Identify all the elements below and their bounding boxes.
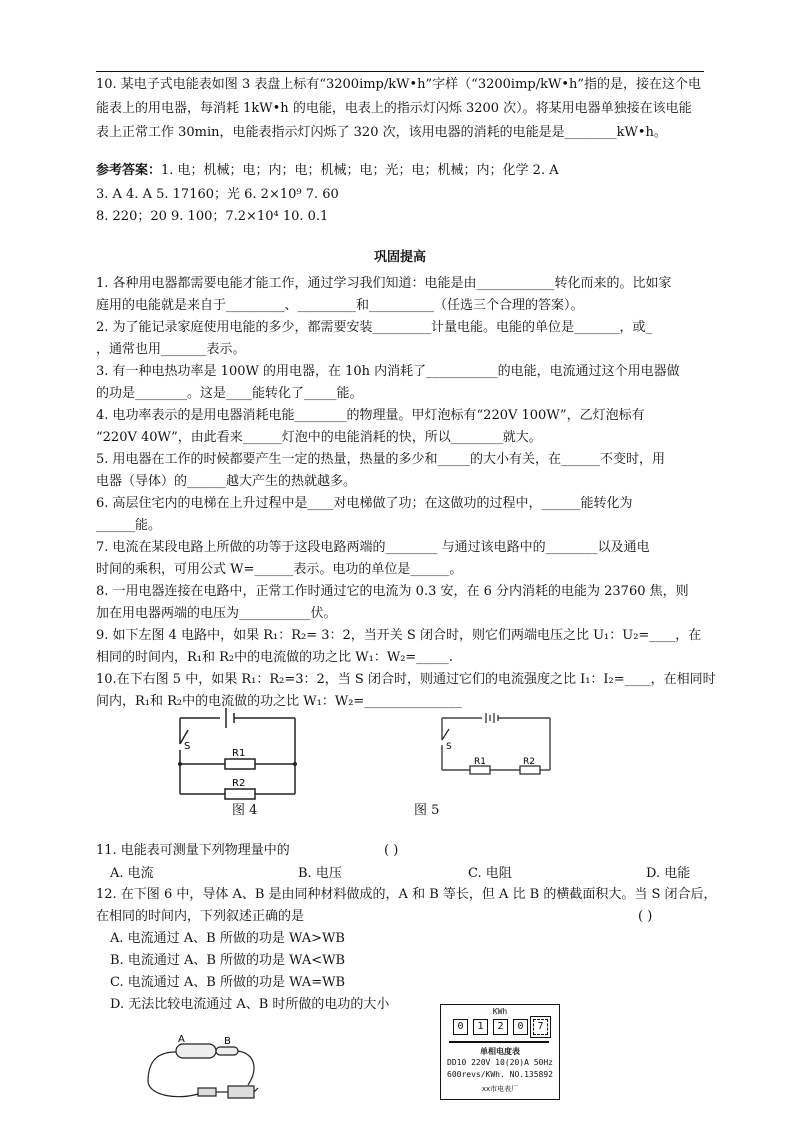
meter-unit: KWh: [492, 1007, 508, 1016]
q12-option-d: D. 无法比较电流通过 A、B 时所做的电功的大小: [110, 997, 390, 1012]
answers-line-2: 3. A 4. A 5. 17160；光 6. 2×10⁹ 7. 60: [96, 187, 339, 202]
question-line: 5. 用电器在工作的时候都要产生一定的热量，热量的多少和_____的大小有关，在______不变时，用: [96, 452, 666, 467]
section-title: 巩固提高: [373, 250, 426, 265]
figure-4-circuit: [170, 706, 310, 801]
question-line: 4. 电功率表示的是用电器消耗电能________的物理量。甲灯泡标有“220V 100W”，乙灯泡标有: [96, 408, 645, 423]
q11-option-b: B. 电压: [298, 866, 342, 881]
meter-digit-fraction: 7: [533, 1019, 548, 1035]
switch-label: S: [446, 742, 452, 752]
figure-4-caption: 图 4: [232, 803, 258, 818]
question-line: 的功是________。这是____能转化了_____能。: [96, 386, 363, 401]
question-line: 电器（导体）的______越大产生的热就越多。: [96, 474, 357, 489]
question-line: 间内，R₁和 R₂中的电流做的功之比 W₁：W₂=_______________: [96, 694, 462, 709]
meter-spec-2: 600revs/KWh. NO.135892: [447, 1070, 553, 1079]
meter-rotor-bar: [449, 1041, 549, 1043]
q11-answer-paren: ( ): [384, 843, 399, 858]
r1-label: R1: [232, 748, 246, 759]
question-line: 8. 一用电器连接在电路中，正常工作时通过它的电流为 0.3 安，在 6 分内消耗的电能为 23760 焦，则: [96, 584, 689, 599]
top-rule: [96, 71, 704, 72]
meter-maker: xx市电表厂: [481, 1085, 519, 1093]
question-line: 1. 各种用电器都需要电能才能工作，通过学习我们知道：电能是由____________转化而来的。比如家: [96, 276, 672, 291]
q10-line-1: 10. 某电子式电能表如图 3 表盘上标有“3200imp/kW•h”字样（“3200imp/kW•h”指的是，接在这个电: [96, 77, 702, 92]
switch-label: S: [184, 741, 191, 752]
meter-digit: 2: [493, 1019, 508, 1035]
q12-option-c: C. 电流通过 A、B 所做的功是 WA=WB: [110, 975, 345, 990]
r1-label: R1: [474, 757, 486, 767]
conductor-a-label: A: [178, 1034, 185, 1045]
question-line: ______能。: [96, 518, 162, 533]
question-line: ，通常也用_______表示。: [96, 342, 246, 357]
q12-stem-2: 在相同的时间内，下列叙述正确的是: [96, 909, 305, 924]
question-line: 9. 如下左图 4 电路中，如果 R₁：R₂= 3：2，当开关 S 闭合时，则它们两端电压之比 U₁：U₂=____，在: [96, 628, 702, 643]
q11-option-a: A. 电流: [110, 866, 154, 881]
figure-6-conductors: [138, 1030, 268, 1110]
q11-option-c: C. 电阻: [468, 866, 512, 881]
figure-5-caption: 图 5: [414, 803, 440, 818]
question-line: 庭用的电能就是来自于_________、_________和__________（任选三个合理的答案）。: [96, 298, 584, 313]
meter-digit: 1: [473, 1019, 488, 1035]
r2-label: R2: [523, 757, 535, 767]
meter-digit: 0: [453, 1019, 468, 1035]
answers-line-1: [96, 162, 559, 179]
question-line: 相同的时间内，R₁和 R₂中的电流做的功之比 W₁：W₂=_____.: [96, 650, 453, 665]
question-line: 10.在下右图 5 中，如果 R₁：R₂=3：2，当 S 闭合时，则通过它们的电流强度之比 I₁：I₂=____，在相同时: [96, 672, 716, 687]
electricity-meter: [440, 1004, 560, 1100]
meter-digit: 0: [513, 1019, 528, 1035]
meter-digits: [453, 1019, 548, 1035]
meter-spec-1: DD10 220V 10(20)A 50Hz: [447, 1058, 553, 1067]
q12-stem-1: 12. 在下图 6 中，导体 A、B 是由同种材料做成的，A 和 B 等长，但 A 比 B 的横截面积大。当 S 闭合后，: [96, 887, 717, 902]
q12-option-a: A. 电流通过 A、B 所做的功是 WA>WB: [110, 931, 345, 946]
conductor-b-label: B: [224, 1036, 231, 1047]
answers-line-3: 8. 220；20 9. 100；7.2×10⁴ 10. 0.1: [96, 209, 329, 224]
answers-text-1: 1. 电；机械；电；内；电；机械；电；光；电；机械；内；化学 2. A: [161, 163, 559, 178]
question-line: 7. 电流在某段电路上所做的功等于这段电路两端的________ 与通过该电路中的________以及通电: [96, 540, 650, 555]
q10-line-2: 能表上的用电器，每消耗 1kW•h 的电能，电表上的指示灯闪烁 3200 次）。将某用电器单独接在该电能: [96, 101, 692, 116]
q12-answer-paren: ( ): [638, 909, 653, 924]
r2-label: R2: [232, 778, 246, 789]
q12-option-b: B. 电流通过 A、B 所做的功是 WA<WB: [110, 953, 346, 968]
answers-label: 参考答案：: [96, 163, 162, 178]
question-line: “220V 40W”，由此看来______灯泡中的电能消耗的快，所以________就大。: [96, 430, 542, 445]
figure-5-circuit: [432, 712, 562, 782]
q11-stem: 11. 电能表可测量下列物理量中的: [96, 843, 290, 858]
q10-line-3: 表上正常工作 30min，电能表指示灯闪烁了 320 次，该用电器的消耗的电能是是________kW•h。: [96, 125, 667, 140]
question-line: 6. 高层住宅内的电梯在上升过程中是____对电梯做了功；在这做功的过程中，______能转化为: [96, 496, 633, 511]
question-line: 加在用电器两端的电压为___________伏。: [96, 606, 337, 621]
question-line: 2. 为了能记录家庭使用电能的多少，都需要安装_________计量电能。电能的单位是_______，或_: [96, 320, 653, 335]
meter-name: 单相电度表: [480, 1047, 520, 1056]
question-line: 时间的乘积，可用公式 W=______表示。电功的单位是______。: [96, 562, 463, 577]
question-line: 3. 有一种电热功率是 100W 的用电器，在 10h 内消耗了___________的电能，电流通过这个用电器做: [96, 364, 680, 379]
q11-option-d: D. 电能: [646, 866, 691, 881]
